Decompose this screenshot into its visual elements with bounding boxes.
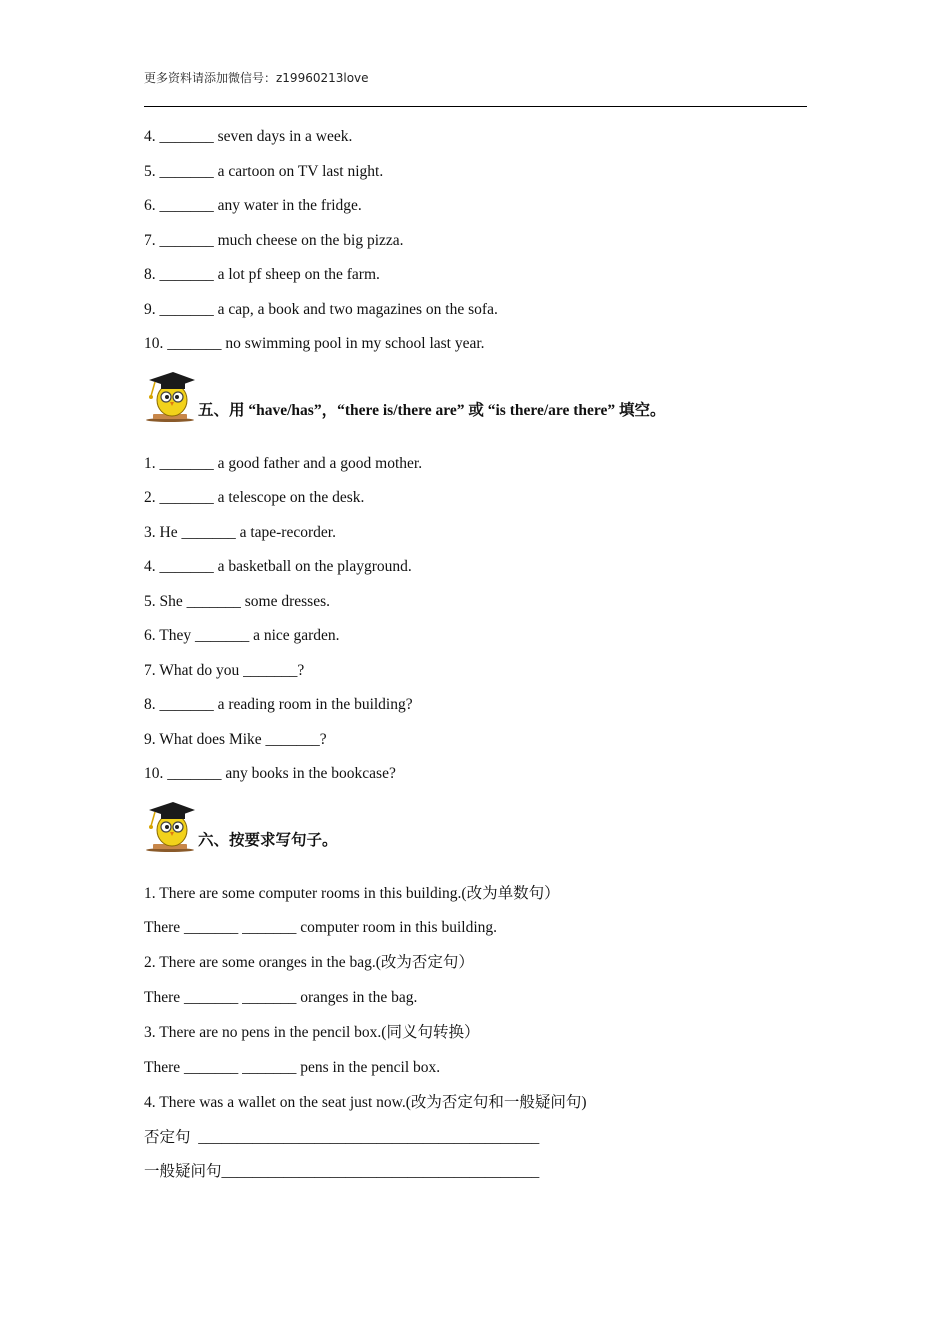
exercise-line: 5. She _______ some dresses. xyxy=(144,593,330,610)
exercise-line: 10. _______ any books in the bookcase? xyxy=(144,765,396,782)
exercise-line: 9. _______ a cap, a book and two magazines on the sofa. xyxy=(144,301,498,318)
exercise-line: 10. _______ no swimming pool in my school last year. xyxy=(144,335,485,352)
page-header xyxy=(144,66,807,107)
section-five-heading xyxy=(143,364,843,424)
exercise-line: 7. _______ much cheese on the big pizza. xyxy=(144,232,404,249)
exercise-line: 4. _______ seven days in a week. xyxy=(144,128,353,145)
exercise-line: There _______ _______ pens in the pencil box. xyxy=(144,1059,441,1076)
exercise-line: 否定句 ____________________________________________ xyxy=(144,1129,540,1146)
exercise-line: There _______ _______ computer room in this building. xyxy=(144,919,498,936)
exercise-line: 9. What does Mike _______? xyxy=(144,731,327,748)
section-six-title: 六、按要求写句子。 xyxy=(198,832,338,849)
exercise-line: 5. _______ a cartoon on TV last night. xyxy=(144,163,384,180)
section-five-title: 五、用 “have/has”，“there is/there are” 或 “is there/are there” 填空。 xyxy=(198,402,666,419)
exercise-line: 3. He _______ a tape-recorder. xyxy=(144,524,336,541)
exercise-line: 6. _______ any water in the fridge. xyxy=(144,197,362,214)
exercise-line: 1. There are some computer rooms in this building.(改为单数句） xyxy=(144,885,560,902)
exercise-line: 1. _______ a good father and a good mother. xyxy=(144,455,423,472)
scholar-owl-icon xyxy=(143,364,197,422)
exercise-line: 6. They _______ a nice garden. xyxy=(144,627,340,644)
exercise-line: 4. There was a wallet on the seat just now.(改为否定句和一般疑问句) xyxy=(144,1094,587,1111)
section-six-heading xyxy=(143,794,843,854)
exercise-line: 8. _______ a reading room in the building? xyxy=(144,696,413,713)
exercise-line: 2. There are some oranges in the bag.(改为否定句） xyxy=(144,954,474,971)
header-text: 更多资料请添加微信号：z19960213love xyxy=(144,71,369,85)
exercise-line: 一般疑问句_________________________________________ xyxy=(144,1163,540,1180)
exercise-line: 7. What do you _______? xyxy=(144,662,305,679)
exercise-line: 4. _______ a basketball on the playground. xyxy=(144,558,412,575)
exercise-line: There _______ _______ oranges in the bag. xyxy=(144,989,418,1006)
exercise-line: 3. There are no pens in the pencil box.(同义句转换） xyxy=(144,1024,480,1041)
exercise-line: 8. _______ a lot pf sheep on the farm. xyxy=(144,266,380,283)
scholar-owl-icon xyxy=(143,794,197,852)
exercise-line: 2. _______ a telescope on the desk. xyxy=(144,489,365,506)
